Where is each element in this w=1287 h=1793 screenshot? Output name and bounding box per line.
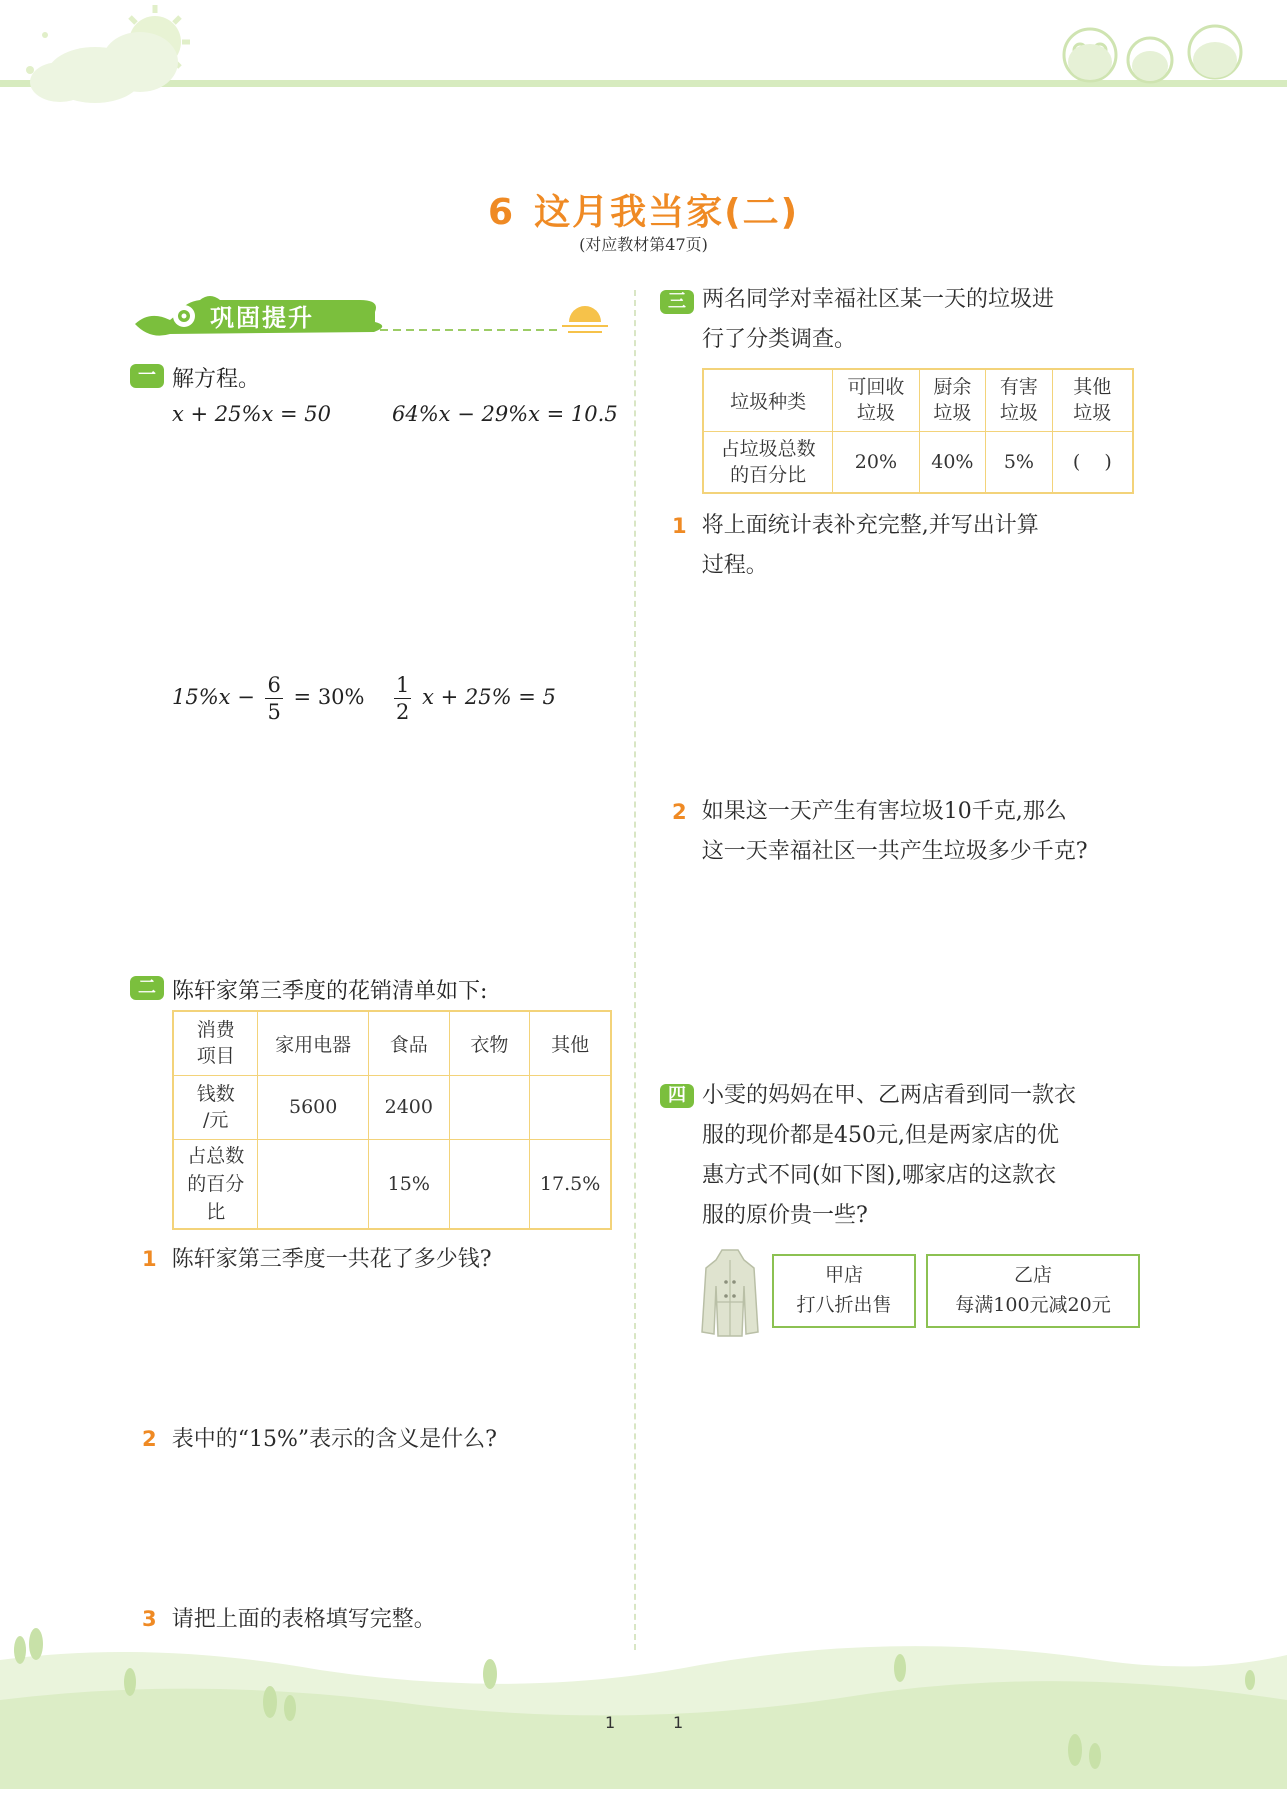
q3-sub2-number: 2 (672, 800, 687, 824)
store-b-name: 乙店 (1013, 1264, 1052, 1286)
coat-icon (700, 1246, 760, 1338)
q3-line-1: 两名同学对幸福社区某一天的垃圾进 (702, 287, 1055, 312)
store-a-offer: 打八折出售 (796, 1294, 892, 1316)
eq3-denominator: 5 (267, 700, 281, 724)
eq3-fraction (265, 672, 282, 725)
q4-line-1: 小雯的妈妈在甲、乙两店看到同一款衣 (702, 1083, 1077, 1108)
table-cell: 其他 垃圾 (1052, 369, 1133, 431)
table-cell: 2400 (368, 1075, 449, 1139)
table-cell: 20% (833, 431, 919, 493)
hills-decoration (0, 1620, 1287, 1789)
table-row (173, 1075, 611, 1139)
section-banner (130, 282, 610, 346)
q3-sub1 (672, 506, 1039, 586)
q1-equation-4 (390, 672, 556, 725)
q4-line-2: 服的现价都是450元,但是两家店的优 (702, 1123, 1059, 1148)
q1-equation-1: x + 25%x = 50 (172, 402, 331, 426)
table-cell (449, 1075, 529, 1139)
table-row (703, 431, 1133, 493)
table-cell: 消费 项目 (173, 1011, 258, 1075)
header-band (0, 0, 1287, 110)
banner-label: 巩固提升 (210, 304, 314, 332)
table-cell: 占垃圾总数 的百分比 (703, 431, 833, 493)
q4-badge: 四 (660, 1084, 694, 1108)
q1-badge: 一 (130, 364, 164, 388)
q3-sub1-line-2: 过程。 (701, 553, 768, 578)
coat-illustration (700, 1246, 760, 1338)
page-title (0, 184, 1287, 235)
footer-landscape (0, 1620, 1287, 1789)
q2-heading: 陈轩家第三季度的花销清单如下: (172, 979, 488, 1004)
table-cell: 15% (368, 1139, 449, 1229)
page-subtitle: (对应教材第47页) (579, 235, 708, 254)
q3-sub1-line-1: 将上面统计表补充完整,并写出计算 (701, 513, 1039, 538)
table-cell: 厨余 垃圾 (919, 369, 986, 431)
table-cell: 17.5% (530, 1139, 611, 1229)
q3-line-2: 行了分类调查。 (702, 327, 857, 352)
q3-badge: 三 (660, 290, 694, 314)
q2-badge: 二 (130, 976, 164, 1000)
q4-line-3: 惠方式不同(如下图),哪家店的这款衣 (702, 1163, 1057, 1188)
q3-sub1-number: 1 (672, 514, 687, 538)
page-number-left: 1 (605, 1713, 616, 1732)
table-cell: 40% (919, 431, 986, 493)
table-cell: 衣物 (449, 1011, 529, 1075)
q4-line-4: 服的原价贵一些? (702, 1203, 868, 1228)
table-cell: 家用电器 (258, 1011, 368, 1075)
column-divider (634, 290, 636, 1650)
store-b-card (926, 1254, 1140, 1328)
q2-sub1 (142, 1240, 492, 1280)
q2-sub1-number: 1 (142, 1247, 157, 1271)
table-cell: 占总数 的百分 比 (173, 1139, 258, 1229)
q1-equation-3 (172, 672, 365, 725)
eq3-numerator: 6 (267, 673, 281, 697)
eq4-denominator: 2 (396, 700, 410, 724)
q2-sub3-number: 3 (142, 1607, 157, 1631)
q1-heading: 解方程。 (172, 367, 261, 392)
table-cell (449, 1139, 529, 1229)
table-cell: 5600 (258, 1075, 368, 1139)
page-number-right: 1 (673, 1713, 684, 1732)
table-row (173, 1011, 611, 1075)
lesson-title: 这月我当家(二) (534, 192, 800, 233)
banner-decoration (130, 282, 610, 346)
q3-text (702, 280, 1054, 360)
table-row (173, 1139, 611, 1229)
table-cell: 其他 (530, 1011, 611, 1075)
eq4-right: x + 25% = 5 (422, 685, 556, 709)
eq3-left: 15%x − (172, 685, 255, 709)
q3-sub2 (672, 792, 1088, 872)
q2-sub2-text: 表中的“15%”表示的含义是什么? (171, 1427, 497, 1452)
eq4-fraction (394, 672, 411, 725)
q2-sub3-text: 请把上面的表格填写完整。 (171, 1607, 436, 1632)
q3-sub2-line-2: 这一天幸福社区一共产生垃圾多少千克? (701, 839, 1088, 864)
table-cell (258, 1139, 368, 1229)
table-cell: 有害 垃圾 (986, 369, 1052, 431)
table-cell: 垃圾种类 (703, 369, 833, 431)
q3-sub2-line-1: 如果这一天产生有害垃圾10千克,那么 (701, 799, 1067, 824)
q4-text (702, 1076, 1076, 1236)
q2-sub2 (142, 1420, 497, 1460)
eq3-right: = 30% (293, 685, 365, 709)
table-cell: 5% (986, 431, 1052, 493)
table-cell (530, 1075, 611, 1139)
table-cell: 钱数 /元 (173, 1075, 258, 1139)
q2-expense-table (172, 1010, 612, 1230)
q3-garbage-table (702, 368, 1134, 494)
store-a-name: 甲店 (824, 1264, 863, 1286)
lesson-number: 6 (487, 192, 516, 233)
q2-sub1-text: 陈轩家第三季度一共花了多少钱? (171, 1247, 492, 1272)
table-cell: 食品 (368, 1011, 449, 1075)
eq4-numerator: 1 (396, 673, 410, 697)
q2-sub2-number: 2 (142, 1427, 157, 1451)
table-row (703, 369, 1133, 431)
store-a-card (772, 1254, 916, 1328)
answer-blank[interactable]: ( ) (1052, 431, 1133, 493)
q1-equation-2: 64%x − 29%x = 10.5 (392, 402, 618, 426)
table-cell: 可回收 垃圾 (833, 369, 919, 431)
store-b-offer: 每满100元减20元 (955, 1294, 1111, 1316)
header-decoration (0, 0, 1287, 110)
